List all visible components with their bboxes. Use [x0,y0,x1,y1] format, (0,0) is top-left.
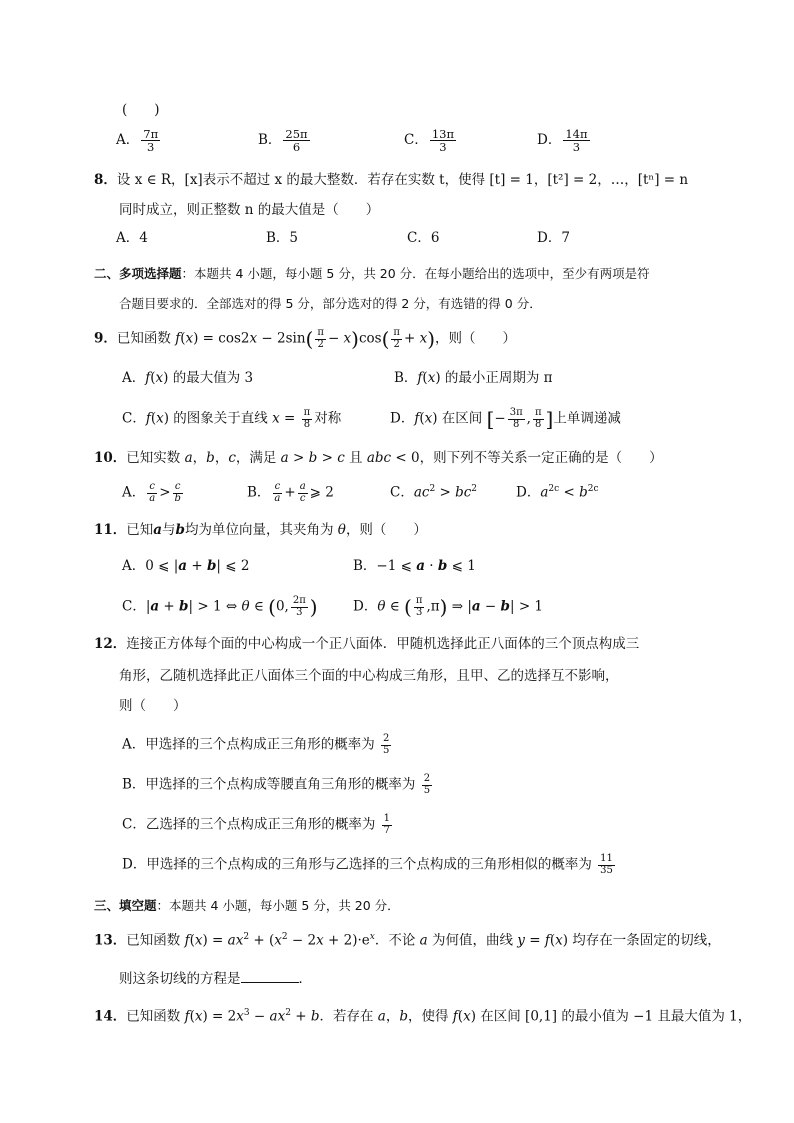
q8-line2: 同时成立，则正整数 n 的最大值是（ ） [119,202,380,218]
q9-option-b: B．f(x) 的最小正周期为 π [394,370,553,386]
q8-option-b: B．5 [266,230,299,246]
q8-line1: 8．设 x ∈ R，[x]表示不超过 x 的最大整数．若存在实数 t，使得 [t] = 1，[t²] = 2，…，[tⁿ] = n [94,172,689,188]
q11-stem: 11．已知a与b均为单位向量，其夹角为 θ，则（ ） [94,522,427,538]
q12-line2: 角形，乙随机选择此正八面体三个面的中心构成三角形，且甲、乙的选择互不影响， [119,668,619,684]
q12-option-c: C．乙选择的三个点构成正三角形的概率为 $\frac{1}{7}$ [122,813,390,836]
q12-line3: 则（ ） [119,698,187,714]
q8-option-c: C．6 [407,230,440,246]
q8-option-d: D．7 [537,230,570,246]
q10-stem: 10．已知实数 a，b，c，满足 a > b > c 且 abc < 0，则下列不等关系一定正确的是（ ） [94,450,663,466]
q11-option-d: D．θ ∈ ( $\frac{\pi}{3}$ ,π) ⇒ |a − b| > 1 [353,595,544,619]
q9-option-c: C．f(x) 的图象关于直线 x = $\frac{\pi}{8}$ 对称 [122,407,342,430]
section3-heading: 三、填空题：本题共 4 小题，每小题 5 分，共 20 分． [94,898,400,913]
q13-line2: 则这条切线的方程是 ． [119,971,312,987]
q7-option-d: D． $\frac{14\pi}{3}$ [537,127,588,155]
q14-line1: 14．已知函数 $f(x) = 2x^3 - ax^2 + b$．若存在 a，b，使得 f(x) 在区间 [0,1] 的最小值为 −1 且最大值为 1， [94,1008,752,1025]
q11-option-a: A．0 ⩽ |a + b| ⩽ 2 [122,558,250,574]
q12-line1: 12．连接正方体每个面的中心构成一个正八面体．甲随机选择此正八面体的三个顶点构成三 [94,636,640,652]
q9-stem: 9．已知函数 f(x) = cos2x − 2sin( $\frac{\pi}{2}$ − x)cos( $\frac{\pi}{2}$ + x)，则（ ） [94,327,517,351]
q11-option-c: C．|a + b| > 1 ⇔ θ ∈ (0, $\frac{2\pi}{3}$ ) [122,595,318,619]
q7-option-b: B． $\frac{25\pi}{6}$ [258,127,308,155]
q8-option-a: A．4 [116,230,148,246]
q12-option-a: A．甲选择的三个点构成正三角形的概率为 $\frac{2}{5}$ [122,733,390,756]
q9-option-d: D．f(x) 在区间 [− $\frac{3\pi}{8}$ , $\frac{\pi}{8}$ ]上单调递减 [390,407,621,431]
q7-option-a: A． $\frac{7\pi}{3}$ [116,127,159,155]
q10-option-c: C．$ac^2 > bc^2$ [390,484,478,501]
q10-option-b: B． $\frac{c}{a}$ + $\frac{a}{c}$ ⩾ 2 [247,481,334,504]
q12-option-d: D．甲选择的三个点构成的三角形与乙选择的三个点构成的三角形相似的概率为 $\frac{11}{35}$ [122,853,613,876]
q12-option-b: B．甲选择的三个点构成等腰直角三角形的概率为 $\frac{2}{5}$ [122,773,431,796]
q10-option-d: D．$a^{2c} < b^{2c}$ [516,484,599,501]
q9-option-a: A．f(x) 的最大值为 3 [122,370,254,386]
section2-line2: 合题目要求的．全部选对的得 5 分，部分选对的得 2 分，有选错的得 0 分． [119,296,542,311]
q7-paren: ( ) [122,102,160,118]
q11-option-b: B．−1 ⩽ a · b ⩽ 1 [353,558,476,574]
section2-heading: 二、多项选择题：本题共 4 小题，每小题 5 分，共 20 分．在每小题给出的选项中，至少有两项是符 [94,266,650,281]
q13-line1: 13．已知函数 $f(x) = ax^2 + (x^2 - 2x + 2)\cdot e^x$．不论 a 为何值，曲线 y = f(x) 均存在一条固定的切线， [94,932,721,949]
q7-option-c: C． $\frac{13\pi}{3}$ [404,127,455,155]
q13-answer-blank[interactable] [241,970,299,983]
q10-option-a: A． $\frac{c}{a}$ > $\frac{c}{b}$ [122,481,181,504]
